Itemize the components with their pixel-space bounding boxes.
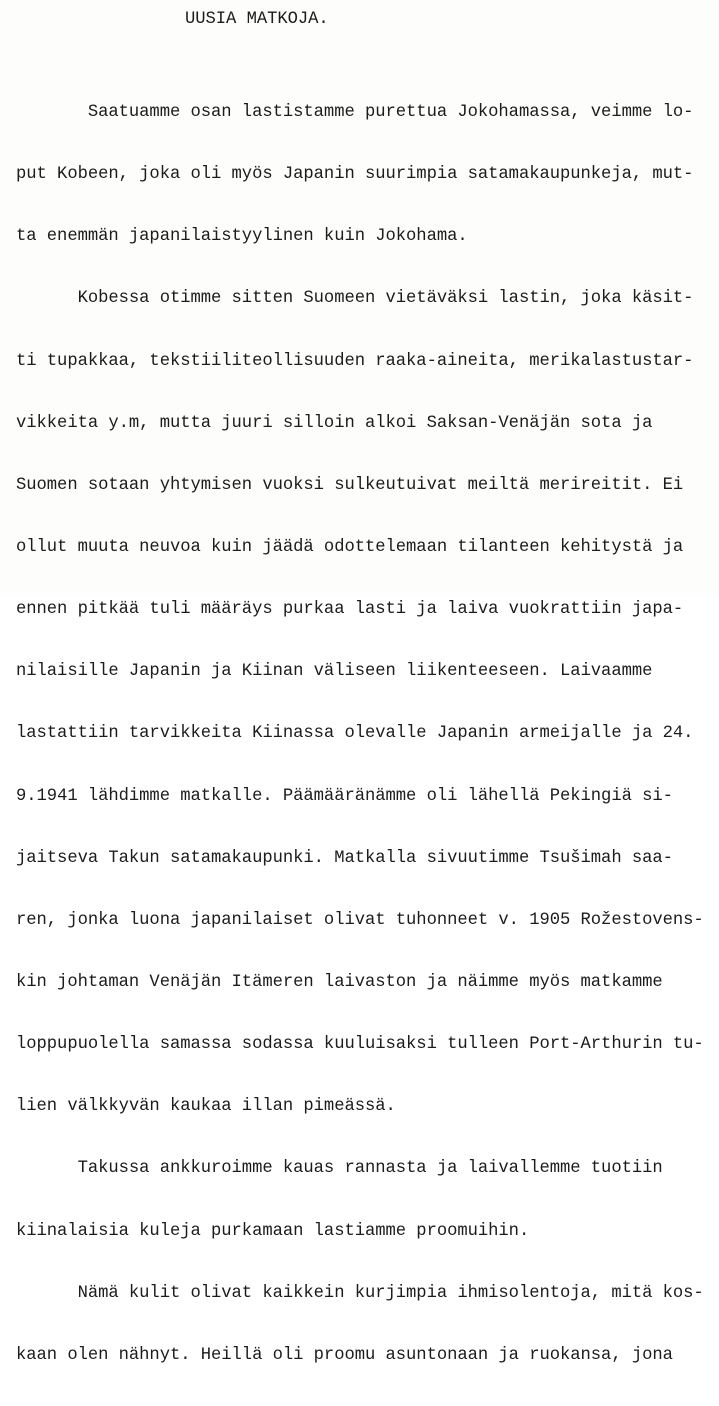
text-line: ollut muuta neuvoa kuin jäädä odottelemaan tilanteen kehitystä ja bbox=[16, 537, 684, 557]
text-line: Takussa ankkuroimme kauas rannasta ja laivallemme tuotiin bbox=[16, 1159, 663, 1179]
text-line: 9.1941 lähdimme matkalle. Päämääränämme oli lähellä Pekingiä si- bbox=[16, 786, 673, 806]
text-line: ta enemmän japanilaistyylinen kuin Jokohama. bbox=[16, 227, 468, 247]
text-line: kin johtaman Venäjän Itämeren laivaston ja näimme myös matkamme bbox=[16, 972, 663, 992]
text-line: Nämä kulit olivat kaikkein kurjimpia ihmisolentoja, mitä kos- bbox=[16, 1283, 704, 1303]
text-line: lien välkkyvän kaukaa illan pimeässä. bbox=[16, 1097, 396, 1117]
text-line: lastattiin tarvikkeita Kiinassa olevalle Japanin armeijalle ja 24. bbox=[16, 724, 694, 744]
text-line: nilaisille Japanin ja Kiinan väliseen liikenteeseen. Laivaamme bbox=[16, 662, 653, 682]
text-line: jaitseva Takun satamakaupunki. Matkalla sivuutimme Tsušimah saa- bbox=[16, 848, 673, 868]
text-line: Saatuamme osan lastistamme purettua Jokohamassa, veimme lo- bbox=[16, 103, 694, 122]
text-line: ren, jonka luona japanilaiset olivat tuhonneet v. 1905 Rožestovens- bbox=[16, 910, 704, 930]
text-line: kiinalaisia kuleja purkamaan lastiamme proomuihin. bbox=[16, 1221, 530, 1241]
text-line: kaan olen nähnyt. Heillä oli proomu asuntonaan ja ruokansa, jona bbox=[16, 1345, 673, 1365]
text-line: Suomen sotaan yhtymisen vuoksi sulkeutuivat meiltä merireitit. Ei bbox=[16, 475, 684, 495]
text-line: ennen pitkää tuli määräys purkaa lasti ja laiva vuokrattiin japa- bbox=[16, 600, 684, 620]
text-line: ti tupakkaa, tekstiiliteollisuuden raaka-aineita, merikalastustar- bbox=[16, 351, 694, 371]
text-line: put Kobeen, joka oli myös Japanin suurimpia satamakaupunkeja, mut- bbox=[16, 165, 694, 185]
text-line: loppupuolella samassa sodassa kuuluisaksi tulleen Port-Arthurin tu- bbox=[16, 1035, 704, 1055]
document-body bbox=[16, 63, 704, 1406]
document-title: UUSIA MATKOJA. bbox=[185, 10, 329, 29]
text-line: vikkeita y.m, mutta juuri silloin alkoi Saksan-Venäjän sota ja bbox=[16, 413, 653, 433]
text-line: Kobessa otimme sitten Suomeen vietäväksi lastin, joka käsit- bbox=[16, 289, 694, 309]
